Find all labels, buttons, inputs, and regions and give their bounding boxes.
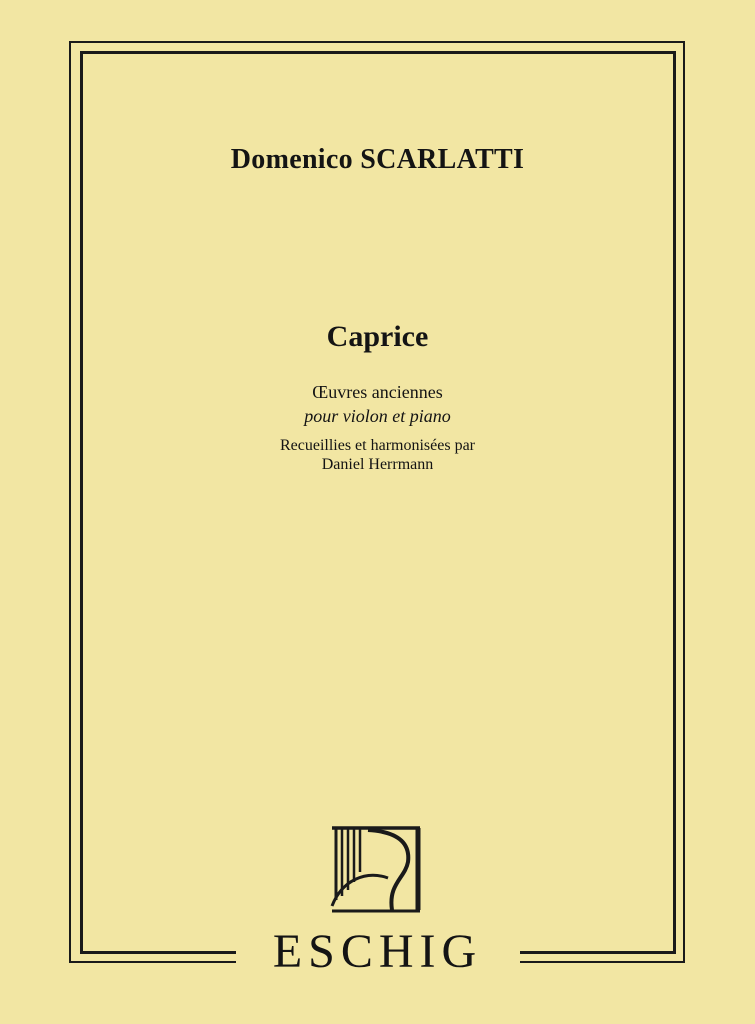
harp-logo-icon	[328, 824, 424, 914]
inner-border	[80, 51, 676, 954]
work-subtitle: Œuvres anciennes	[312, 382, 443, 402]
arranger-name: Daniel Herrmann	[321, 456, 434, 473]
composer-name: Domenico SCARLATTI	[230, 144, 525, 175]
work-title: Caprice	[326, 320, 429, 353]
publisher-name: ESCHIG	[272, 925, 483, 978]
instrumentation: pour violon et piano	[304, 406, 451, 426]
collected-by-label: Recueillies et harmonisées par	[279, 437, 476, 454]
